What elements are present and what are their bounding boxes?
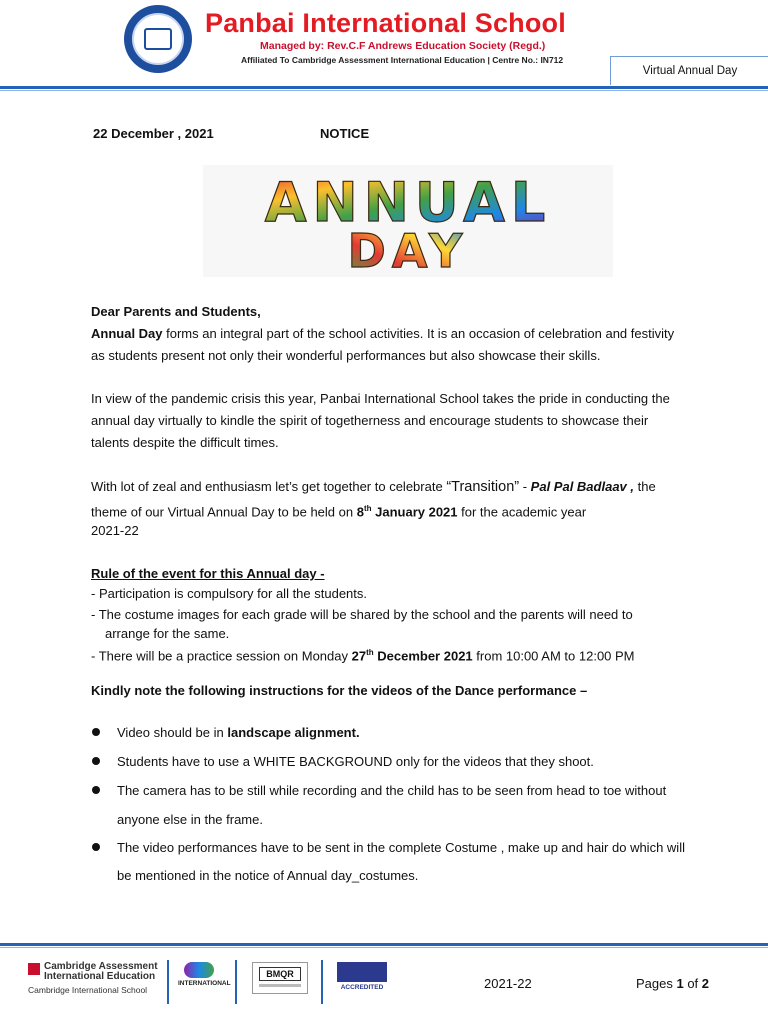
para-2-line-2: annual day virtually to kindle the spirit of togetherness and encourage students to showcase their — [91, 413, 649, 428]
rule-3: - There will be a practice session on Monday 27th December 2021 from 10:00 AM to 12:00 PM — [91, 648, 635, 664]
bullet-icon — [92, 843, 100, 851]
footer-separator — [167, 960, 169, 1004]
event-tag: Virtual Annual Day — [610, 56, 768, 85]
british-council-logo: INTERNATIONAL — [178, 962, 222, 994]
rule-1: - Participation is compulsory for all the students. — [91, 586, 368, 601]
footer-year: 2021-22 — [484, 976, 532, 991]
para-2-line-3: talents despite the difficult times. — [91, 435, 279, 450]
rule-2-line-1: - The costume images for each grade will be shared by the school and the parents will need to — [91, 607, 633, 622]
header-rule — [0, 86, 768, 89]
instruction-4-line-1: The video performances have to be sent in the complete Costume , make up and hair do which will — [117, 840, 685, 855]
notice-title: NOTICE — [320, 126, 370, 141]
bullet-icon — [92, 786, 100, 794]
para-2-line-1: In view of the pandemic crisis this year, Panbai International School takes the pride in conducting the — [91, 391, 670, 406]
salutation: Dear Parents and Students, — [91, 304, 261, 319]
footer-separator — [321, 960, 323, 1004]
affiliation: Affiliated To Cambridge Assessment International Education | Centre No.: IN712 — [241, 55, 564, 65]
bmqr-logo: BMQR — [252, 962, 308, 994]
header-rule-thin — [0, 90, 768, 91]
footer-separator — [235, 960, 237, 1004]
page-indicator: Pages 1 of 2 — [636, 976, 710, 991]
accreditation-logo: ACCREDITED — [337, 962, 387, 996]
para-1-line-1: Annual Day forms an integral part of the school activities. It is an occasion of celebration and festivity — [91, 326, 675, 341]
cambridge-school-line: Cambridge International School — [28, 985, 148, 995]
bullet-icon — [92, 757, 100, 765]
banner-word-annual: ANNUAL — [264, 171, 552, 234]
school-seal-logo — [124, 5, 192, 73]
cambridge-shield-icon — [28, 963, 40, 975]
instruction-2: Students have to use a WHITE BACKGROUND only for the videos that they shoot. — [117, 754, 594, 769]
rule-2-line-2: arrange for the same. — [105, 626, 230, 641]
cambridge-name-line-1: Cambridge Assessment — [44, 961, 158, 972]
footer-rule-thin — [0, 947, 768, 948]
managed-by: Managed by: Rev.C.F Andrews Education Society (Regd.) — [260, 40, 546, 52]
footer-rule — [0, 943, 768, 946]
instruction-1: Video should be in landscape alignment. — [117, 725, 360, 740]
seal-emblem-icon — [144, 28, 172, 50]
notice-date: 22 December , 2021 — [93, 126, 214, 141]
annual-day-banner — [203, 165, 613, 277]
para-3-line-2: theme of our Virtual Annual Day to be held on 8th January 2021 for the academic year — [91, 504, 587, 520]
bullet-icon — [92, 728, 100, 736]
instruction-3-line-2: anyone else in the frame. — [117, 812, 263, 827]
instructions-heading: Kindly note the following instructions for the videos of the Dance performance – — [91, 683, 588, 698]
instruction-3-line-1: The camera has to be still while recording and the child has to be seen from head to toe without — [117, 783, 667, 798]
rules-heading: Rule of the event for this Annual day - — [91, 566, 325, 581]
instruction-4-line-2: be mentioned in the notice of Annual day_costumes. — [117, 868, 419, 883]
school-name: Panbai International School — [205, 8, 566, 38]
banner-word-day: DAY — [347, 224, 469, 277]
cambridge-name-line-2: International Education — [44, 971, 156, 982]
para-3-line-1: With lot of zeal and enthusiasm let’s get together to celebrate “Transition” - Pal Pal Badlaav , the — [91, 479, 656, 495]
para-1-line-2: as students present not only their wonderful performances but also showcase their skills. — [91, 348, 601, 363]
para-3-line-3: 2021-22 — [91, 523, 139, 538]
